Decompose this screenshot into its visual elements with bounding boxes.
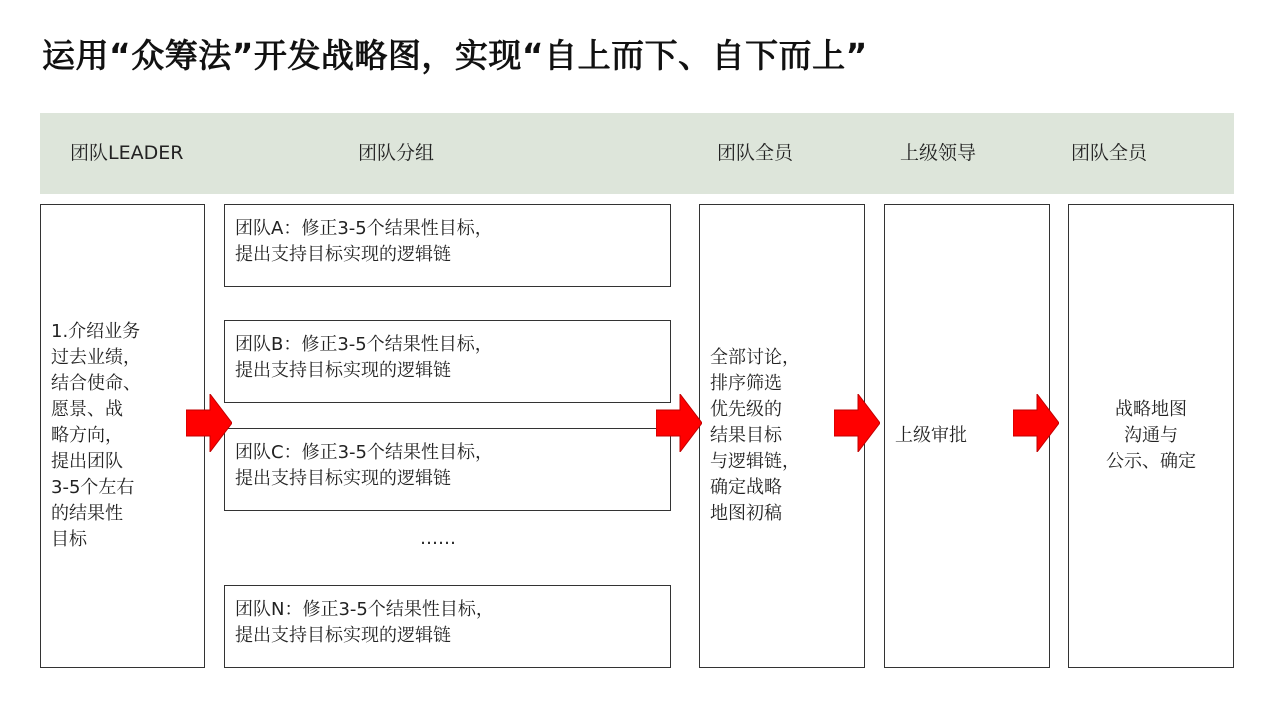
header-band <box>40 113 1234 194</box>
header-all-members-final: 团队全员 <box>1071 142 1148 164</box>
team-a-box: 团队A：修正3-5个结果性目标， 提出支持目标实现的逻辑链 <box>224 204 671 287</box>
superior-text: 上级审批 <box>895 425 967 446</box>
header-team-groups: 团队分组 <box>358 142 435 164</box>
final-box <box>1068 204 1234 668</box>
team-n-box: 团队N：修正3-5个结果性目标， 提出支持目标实现的逻辑链 <box>224 585 671 668</box>
flow-arrow-1-icon <box>186 394 232 452</box>
final-text: 战略地图 沟通与 公示、确定 <box>1106 399 1196 472</box>
flow-arrow-4-icon <box>1013 394 1059 452</box>
page-title: 运用“众筹法”开发战略图，实现“自上而下、自下而上” <box>42 36 868 75</box>
team-b-box: 团队B：修正3-5个结果性目标， 提出支持目标实现的逻辑链 <box>224 320 671 403</box>
flow-arrow-3-icon <box>834 394 880 452</box>
ellipsis: …… <box>420 528 456 549</box>
flow-arrow-2-icon <box>656 394 702 452</box>
team-c-box: 团队C：修正3-5个结果性目标， 提出支持目标实现的逻辑链 <box>224 428 671 511</box>
header-all-members: 团队全员 <box>717 142 794 164</box>
all-members-text: 全部讨论， 排序筛选 优先级的 结果目标 与逻辑链， 确定战略 地图初稿 <box>710 347 800 524</box>
header-team-leader: 团队LEADER <box>70 142 184 164</box>
header-superior: 上级领导 <box>900 142 977 164</box>
leader-text: 1.介绍业务 过去业绩， 结合使命、 愿景、战 略方向， 提出团队 3-5个左右 的结果性 目标 <box>51 321 141 550</box>
leader-box <box>40 204 205 668</box>
